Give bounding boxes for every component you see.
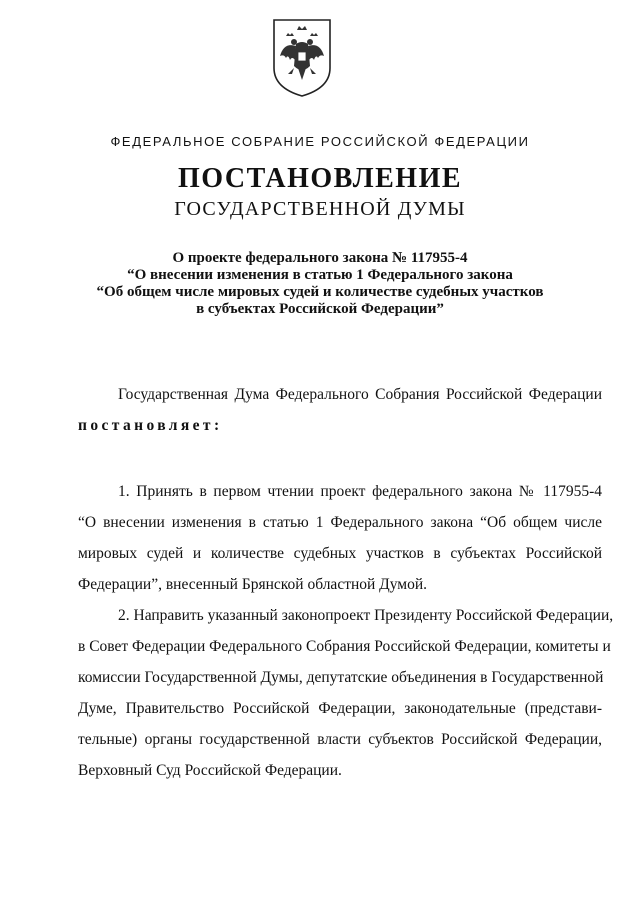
paragraph2-line: комиссии Государственной Думы, депутатские объединения в Государственной: [78, 669, 604, 686]
resolves-word: постановляет:: [78, 417, 223, 434]
paragraph2-line: Верховный Суд Российской Федерации.: [78, 762, 342, 779]
paragraph1-line: 1. Принять в первом чтении проект федерального закона № 117955-4: [118, 483, 602, 500]
paragraph1-line: мировых судей и количестве судебных участков в субъектах Российской: [78, 545, 602, 562]
state-emblem-icon: [270, 16, 334, 100]
paragraph2-line: 2. Направить указанный законопроект Президенту Российской Федерации,: [118, 607, 614, 624]
project-title-line: О проекте федерального закона № 117955-4: [172, 250, 468, 266]
intro-text: Государственная Дума Федерального Собрания Российской Федерации: [118, 386, 602, 403]
paragraph2-line: Думе, Правительство Российской Федерации, законодательные (представи-: [78, 700, 602, 717]
organization-name: ФЕДЕРАЛЬНОЕ СОБРАНИЕ РОССИЙСКОЙ ФЕДЕРАЦИИ: [110, 134, 530, 149]
paragraph1-line: “О внесении изменения в статью 1 Федерального закона “Об общем числе: [78, 514, 602, 531]
project-title-line: в субъектах Российской Федерации”: [196, 301, 444, 317]
document-title: ПОСТАНОВЛЕНИЕ: [177, 163, 463, 194]
document-subtitle: ГОСУДАРСТВЕННОЙ ДУМЫ: [174, 198, 466, 220]
paragraph2-line: в Совет Федерации Федерального Собрания Российской Федерации, комитеты и: [78, 638, 611, 655]
project-title: [60, 250, 580, 318]
paragraph1-line: Федерации”, внесенный Брянской областной Думой.: [78, 576, 428, 593]
paragraph2-line: тельные) органы государственной власти субъектов Российской Федерации,: [78, 731, 602, 748]
project-title-line: “Об общем числе мировых судей и количестве судебных участков: [96, 284, 544, 300]
project-title-line: “О внесении изменения в статью 1 Федерального закона: [127, 267, 513, 283]
